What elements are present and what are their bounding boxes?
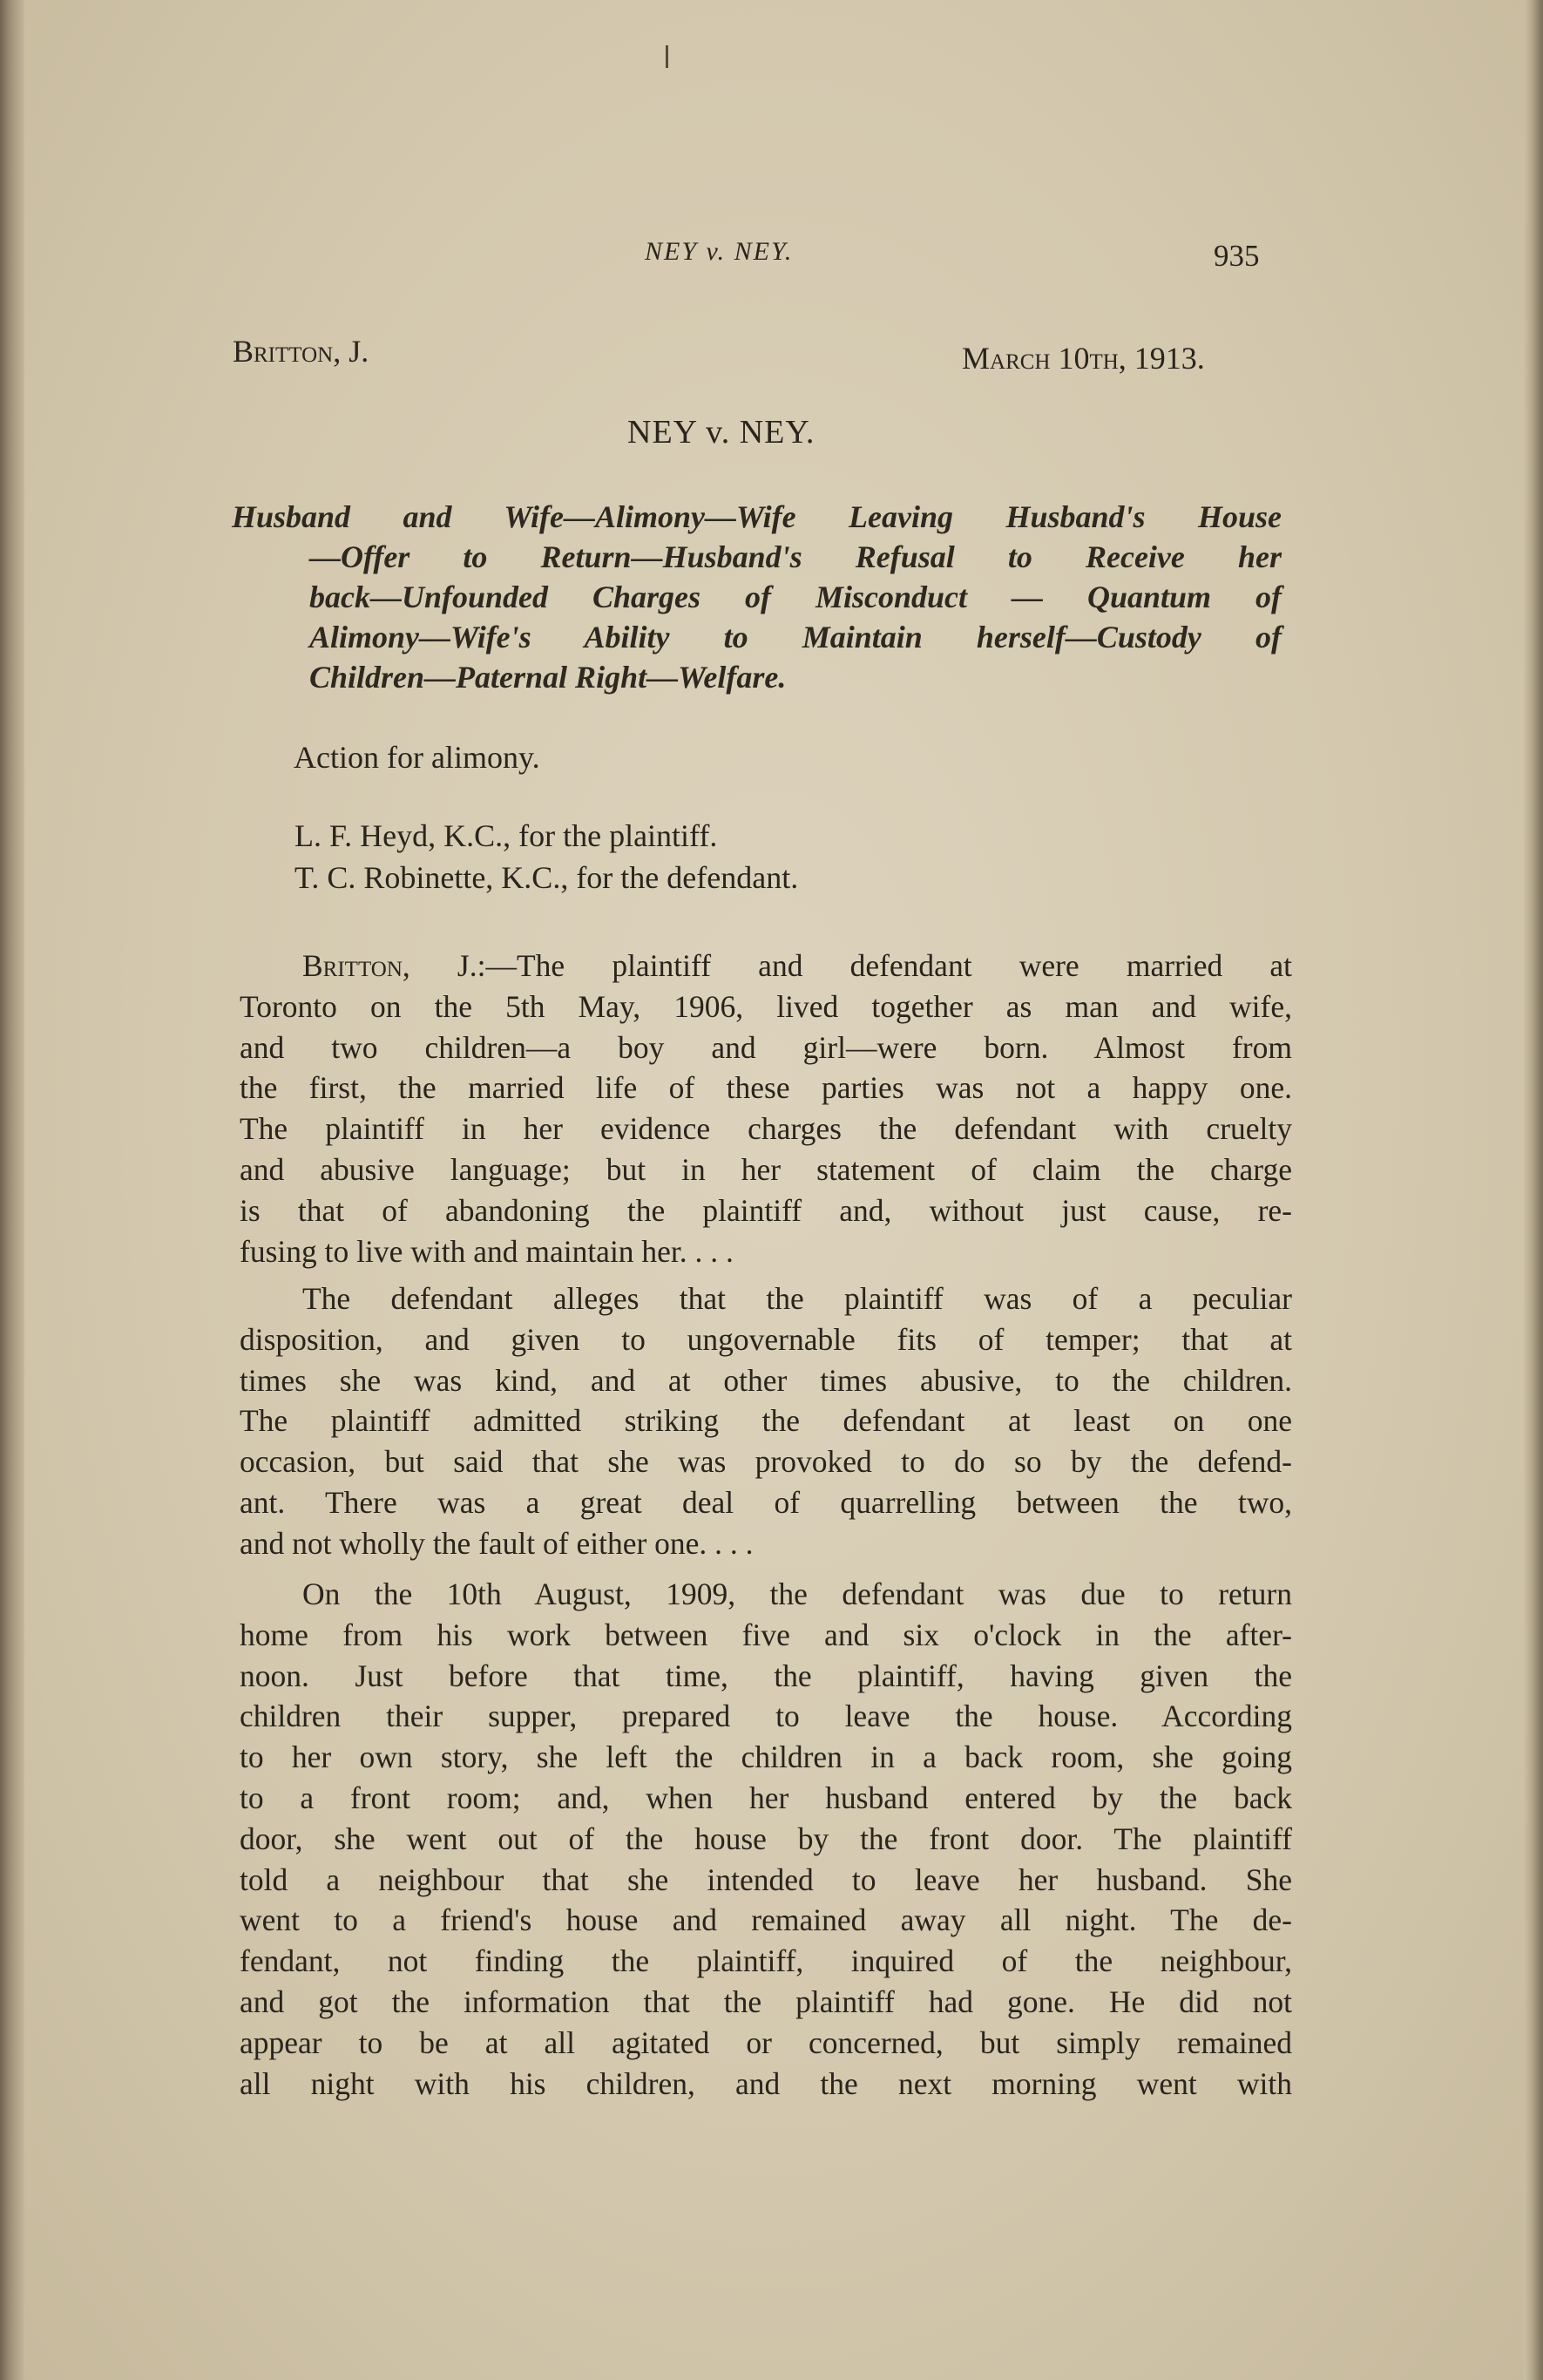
paragraph-line: noon. Just before that time, the plaintiff, having given the <box>240 1658 1292 1693</box>
action-line: Action for alimony. <box>294 740 540 775</box>
paragraph-3 <box>240 1574 1292 2104</box>
paragraph-line: and got the information that the plaintiff had gone. He did not <box>240 1983 1292 2019</box>
paragraph-2 <box>240 1278 1292 1564</box>
running-head: NEY v. NEY. <box>645 237 794 266</box>
judgment-date: March 10th, 1913. <box>962 341 1205 376</box>
page-number: 935 <box>1214 239 1260 273</box>
paragraph-line: to a front room; and, when her husband entered by the back <box>240 1780 1292 1815</box>
paragraph-line: fusing to live with and maintain her. . . . <box>240 1233 734 1269</box>
counsel-defendant: T. C. Robinette, K.C., for the defendant. <box>294 860 799 895</box>
page-left-edge-shadow <box>0 0 24 2380</box>
paragraph-line: children their supper, prepared to leave the house. According <box>240 1699 1292 1734</box>
paragraph-line: appear to be at all agitated or concerned, but simply remained <box>240 2024 1292 2060</box>
headnote-line: Children—Paternal Right—Welfare. <box>309 660 787 695</box>
paragraph-line: On the 10th August, 1909, the defendant was due to return <box>302 1576 1292 1611</box>
paragraph-line: times she was kind, and at other times abusive, to the children. <box>240 1362 1292 1398</box>
judge-speaker: Britton, J. <box>302 948 477 983</box>
paragraph-line: fendant, not finding the plaintiff, inquired of the neighbour, <box>240 1943 1292 1979</box>
headnote-line: back—Unfounded Charges of Misconduct — Quantum of <box>309 580 1282 614</box>
paragraph-line: and abusive language; but in her statement of claim the charge <box>240 1151 1292 1187</box>
case-title: NEY v. NEY. <box>627 414 815 451</box>
paragraph-1 <box>240 946 1292 1271</box>
paragraph-line: disposition, and given to ungovernable fits of temper; that at <box>240 1321 1292 1357</box>
headnote-line: Alimony—Wife's Ability to Maintain herself—Custody of <box>309 620 1282 654</box>
counsel-plaintiff: L. F. Heyd, K.C., for the plaintiff. <box>294 818 718 853</box>
paragraph-line: told a neighbour that she intended to leave her husband. She <box>240 1861 1292 1897</box>
paragraph-line: Britton, J.:—The plaintiff and defendant were married at <box>302 948 1292 983</box>
judge-name: Britton, J. <box>233 334 369 369</box>
paragraph-line: home from his work between five and six o'clock in the after- <box>240 1617 1292 1652</box>
paragraph-line: and not wholly the fault of either one. . . . <box>240 1525 754 1561</box>
page-top-mark <box>666 45 668 68</box>
headnote <box>232 497 1282 697</box>
paragraph-line: Toronto on the 5th May, 1906, lived together as man and wife, <box>240 988 1292 1024</box>
paragraph-line: is that of abandoning the plaintiff and, without just cause, re- <box>240 1192 1292 1228</box>
paragraph-line: door, she went out of the house by the front door. The plaintiff <box>240 1821 1292 1856</box>
paragraph-line: The plaintiff admitted striking the defendant at least on one <box>240 1403 1292 1439</box>
paragraph-line: all night with his children, and the next morning went with <box>240 2065 1292 2101</box>
paragraph-line: to her own story, she left the children in a back room, she going <box>240 1739 1292 1775</box>
paragraph-line: went to a friend's house and remained away all night. The de- <box>240 1902 1292 1938</box>
page-right-edge-shadow <box>1524 0 1543 2380</box>
paragraph-line: and two children—a boy and girl—were born. Almost from <box>240 1029 1292 1065</box>
paragraph-line: ant. There was a great deal of quarrelling between the two, <box>240 1484 1292 1520</box>
paragraph-line: the first, the married life of these parties was not a happy one. <box>240 1070 1292 1106</box>
headnote-line: Husband and Wife—Alimony—Wife Leaving Husband's House <box>232 499 1282 534</box>
paragraph-line: The defendant alleges that the plaintiff was of a peculiar <box>302 1281 1292 1316</box>
paragraph-line: The plaintiff in her evidence charges the defendant with cruelty <box>240 1111 1292 1147</box>
paragraph-line: occasion, but said that she was provoked to do so by the defend- <box>240 1444 1292 1480</box>
headnote-line: —Offer to Return—Husband's Refusal to Receive her <box>309 539 1282 574</box>
